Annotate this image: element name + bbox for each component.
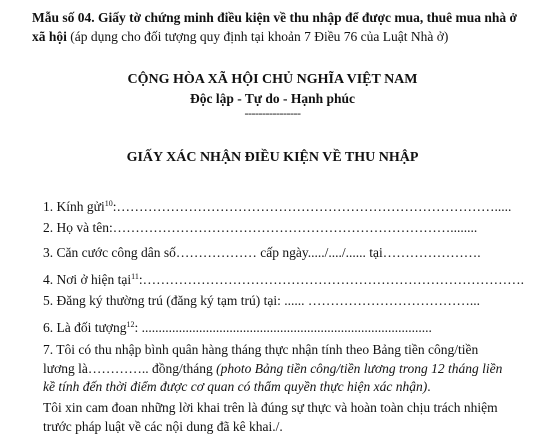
field-beneficiary-type: [43, 316, 503, 337]
declaration-text: Tôi xin cam đoan những lời khai trên là đúng sự thực và hoàn toàn chịu trách nhiệm trước pháp luật về các nội dung đã kê khai./.: [43, 400, 498, 434]
field-citizen-id: 3. Căn cước công dân số……………… cấp ngày...../..../...... tại………………….: [43, 245, 481, 260]
field-residence-label: 4. Nơi ở hiện tại: [43, 272, 132, 287]
national-motto: Độc lập - Tự do - Hạnh phúc: [189, 91, 356, 106]
field-residence-blank: :………………………………………………………………………….: [138, 272, 524, 287]
income-note: (photo Bảng tiền công/tiền lương trong 12 tháng liền kề tính đến thời điểm được cơ quan có thẩm quyền thực hiện xác nhận): [43, 360, 503, 394]
footnote-ref-11: 11: [131, 272, 139, 281]
field-recipient-blank: :………………………………………………………………………….....: [112, 199, 512, 214]
field-current-residence: [43, 268, 524, 289]
field-full-name: 2. Họ và tên:…………………………………………………………………........: [43, 220, 478, 235]
income-statement: 7. Tôi có thu nhập bình quân hàng tháng thực nhận tính theo Bảng tiền công/tiền lương là………….. đồng/tháng: [43, 342, 479, 376]
field-recipient-label: 1. Kính gửi: [43, 199, 105, 214]
footnote-ref-12: 12: [126, 320, 135, 329]
field-beneficiary-blank: : ......................................................................................: [134, 320, 432, 335]
form-note: (áp dụng cho đối tượng quy định tại khoản 7 Điều 76 của Luật Nhà ở): [70, 29, 449, 44]
form-title: Mẫu số 04. Giấy tờ chứng minh điều kiện về thu nhập để được mua, thuê mua nhà ở xã hội: [32, 10, 517, 44]
document-title: GIẤY XÁC NHẬN ĐIỀU KIỆN VỀ THU NHẬP: [126, 150, 419, 165]
field-beneficiary-label: 6. Là đối tượng: [43, 320, 127, 335]
income-end: .: [427, 379, 431, 394]
field-income: [43, 341, 513, 397]
field-recipient: [43, 195, 512, 216]
national-name: CỘNG HÒA XÃ HỘI CHỦ NGHĨA VIỆT NAM: [127, 72, 418, 87]
field-registration: 5. Đăng ký thường trú (đăng ký tạm trú) tại: ...... ………………………………...: [43, 293, 481, 308]
footnote-ref-10: 10: [104, 199, 113, 208]
form-header: [32, 8, 526, 46]
motto-separator: ----------------: [244, 106, 301, 120]
